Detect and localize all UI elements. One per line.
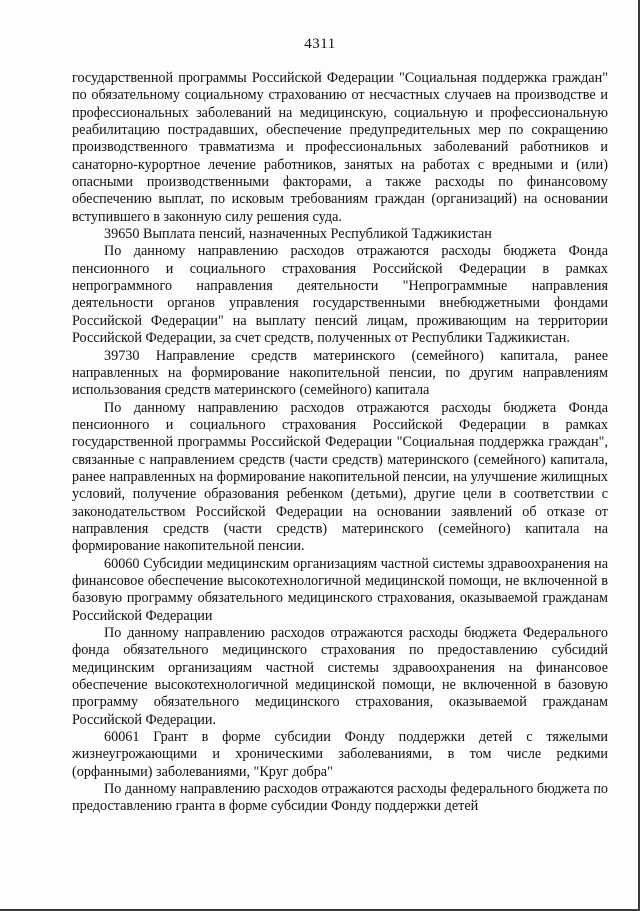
paragraph-60061: По данному направлению расходов отражаются расходы федерального бюджета по предоставлению гранта в форме субсидии Фонду поддержки детей xyxy=(72,781,608,815)
section-heading-60061: 60061 Грант в форме субсидии Фонду поддержки детей с тяжелыми жизнеугрожающими и хроническими заболеваниями, в том числе редкими (орфанными) заболеваниями, "Круг добра" xyxy=(72,729,608,780)
section-heading-39650: 39650 Выплата пенсий, назначенных Республикой Таджикистан xyxy=(104,226,492,243)
paragraph-60060: По данному направлению расходов отражаются расходы бюджета Федерального фонда обязательного медицинского страхования по предоставлению субсидий медицинским организациям частной системы здравоохранения на финансовое обеспечение высокотехнологичной медицинской помощи, не включенной в базовую программу обязательного медицинского страхования, оказываемой гражданам Российской Федерации. xyxy=(72,625,608,728)
page-number: 4311 xyxy=(304,36,336,52)
section-heading-60060: 60060 Субсидии медицинским организациям частной системы здравоохранения на финансовое обеспечение высокотехнологичной медицинской помощи, не включенной в базовую программу обязательного медицинского страхования, оказываемой гражданам Российской Федерации xyxy=(72,555,608,624)
section-heading-39730: 39730 Направление средств материнского (семейного) капитала, ранее направленных на формирование накопительной пенсии, по другим направлениям использования средств материнского (семейного) капитала xyxy=(72,347,608,399)
paragraph-continuation: государственной программы Российской Федерации "Социальная поддержка граждан" по обязательному социальному страхованию от несчастных случаев на производстве и профессиональных заболеваний на медицинскую, социальную и профессиональную реабилитацию пострадавших, обеспечение предупредительных мер по сокращению производственного травматизма и профессиональных заболеваний работников и санаторно-курортное лечение работников, занятых на работах с вредными и (или) опасными производственными факторами, а также расходы по финансовому обеспечению выплат, по исковым требованиям граждан (организаций) на основании вступившего в законную силу решения суда. xyxy=(72,70,608,225)
paragraph-39650: По данному направлению расходов отражаются расходы бюджета Фонда пенсионного и социального страхования Российской Федерации в рамках непрограммного направления деятельности "Непрограммные направления деятельности органов управления государственными внебюджетными фондами Российской Федерации" на выплату пенсий лицам, проживающим на территории Российской Федерации, за счет средств, полученных от Республики Таджикистан. xyxy=(72,243,608,347)
document-body xyxy=(72,70,608,816)
paragraph-39730: По данному направлению расходов отражаются расходы бюджета Фонда пенсионного и социального страхования Российской Федерации в рамках государственной программы Российской Федерации "Социальная поддержка граждан", связанные с направлением средств (части средств) материнского (семейного) капитала, ранее направленных на формирование накопительной пенсии, на улучшение жилищных условий, получение образования ребенком (детьми), другие цели в соответствии с законодательством Российской Федерации на основании заявлений об отказе от направления средств (части средств) материнского (семейного) капитала на формирование накопительной пенсии. xyxy=(72,399,608,555)
